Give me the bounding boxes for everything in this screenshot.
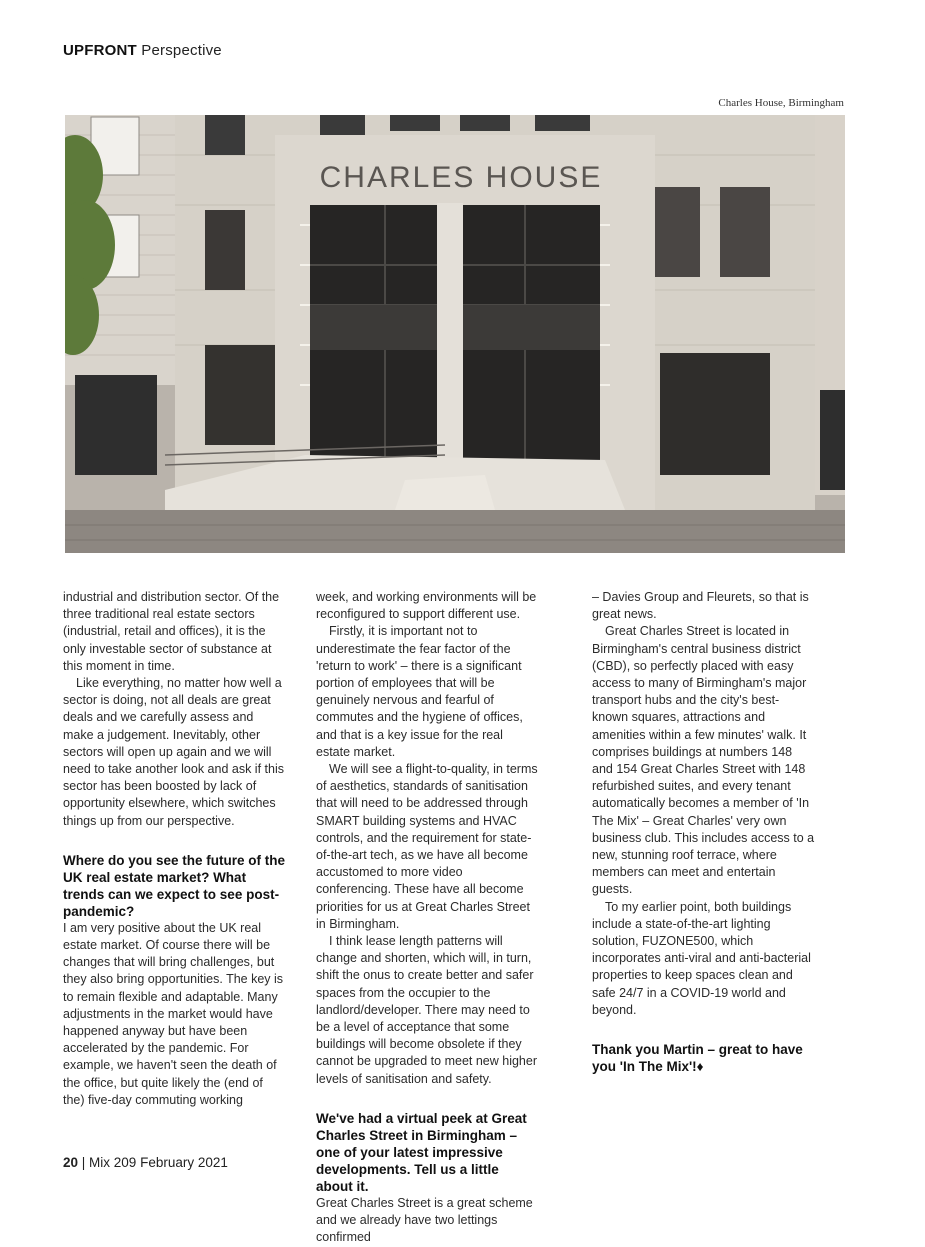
footer-separator: |	[78, 1155, 90, 1170]
closing-remark: Thank you Martin – great to have you 'In The Mix'!♦	[592, 1042, 803, 1075]
paragraph: To my earlier point, both buildings include a state-of-the-art lighting solution, FUZONE500, which incorporates anti-viral and anti-bacterial properties to keep spaces clean and safe 24/7 in a COVID-19 world and beyond.	[592, 899, 811, 1017]
running-header	[63, 42, 222, 59]
paragraph: Great Charles Street is located in Birmingham's central business district (CBD), so perfectly placed with easy access to many of Birmingham's major transport hubs and the city's best-known squares, attractions and amenities within a few minutes' walk. It comprises buildings at numbers 148 and 154 Great Charles Street with 148 refurbished suites, and every tenant automatically becomes a member of 'In The Mix' – Great Charles' very own business club. This includes access to a new, stunning roof terrace, where members can meet and entertain guests.	[592, 624, 815, 897]
page-footer	[63, 1155, 228, 1170]
page-number: 20	[63, 1155, 79, 1170]
interview-question: We've had a virtual peek at Great Charles Street in Birmingham – one of your latest impressive developments. Tell us a little about it.	[316, 1110, 527, 1194]
photo-caption: Charles House, Birmingham	[718, 97, 844, 109]
text-column-1	[63, 589, 286, 1109]
paragraph: I think lease length patterns will change and shorten, which will, in turn, shift the onus to create better and safer spaces from the occupier to the landlord/developer. There may need to be a level of acceptance that some buildings will become obsolete if they cannot be upgraded to meet new higher levels of sanitisation and safety.	[316, 934, 537, 1086]
text-column-2	[316, 589, 539, 1247]
paragraph: I am very positive about the UK real estate market. Of course there will be changes that will bring challenges, but they also bring opportunities. The key is to remain flexible and adaptable. Many adjustments in the market would have happened anyway but have been accelerated by the pandemic. For example, we haven't seen the death of the office, but quite likely the (end of the) five-day commuting working	[63, 920, 284, 1107]
interview-question: Where do you see the future of the UK real estate market? What trends can we expect to see post-pandemic?	[63, 852, 286, 919]
charles-house-illustration	[65, 115, 845, 553]
paragraph: – Davies Group and Fleurets, so that is great news.	[592, 590, 809, 622]
building-photo	[65, 115, 845, 553]
paragraph: industrial and distribution sector. Of the three traditional real estate sectors (industrial, retail and offices), it is the only investable sector of substance at this moment in time.	[63, 590, 280, 673]
header-section: Perspective	[141, 42, 222, 59]
building-sign: CHARLES HOUSE	[319, 161, 603, 194]
paragraph: Firstly, it is important not to underestimate the fear factor of the 'return to work' – there is a significant portion of employees that will be genuinely nervous and fearful of commutes and the hygiene of offices, and that is a key issue for the real estate market.	[316, 624, 523, 759]
text-column-3	[592, 589, 815, 1075]
paragraph: We will see a flight-to-quality, in terms of aesthetics, standards of sanitisation that will need to be addressed through SMART building systems and HVAC controls, and the requirement for state-of-the-art tech, as we have all become accustomed to more video conferencing. These have all become priorities for us at Great Charles Street in Birmingham.	[316, 762, 538, 931]
paragraph: week, and working environments will be reconfigured to support different use.	[316, 590, 537, 622]
paragraph: Great Charles Street is a great scheme and we already have two lettings confirmed	[316, 1195, 533, 1245]
header-brand: UPFRONT	[63, 42, 137, 59]
issue-info: Mix 209 February 2021	[89, 1155, 228, 1170]
paragraph: Like everything, no matter how well a sector is doing, not all deals are great deals and we carefully assess and make a judgement. Inevitably, other sectors will open up again and we will need to take another look and ask if this sector has been boosted by lack of opportunity elsewhere, which switches things up from our perspective.	[63, 676, 284, 828]
